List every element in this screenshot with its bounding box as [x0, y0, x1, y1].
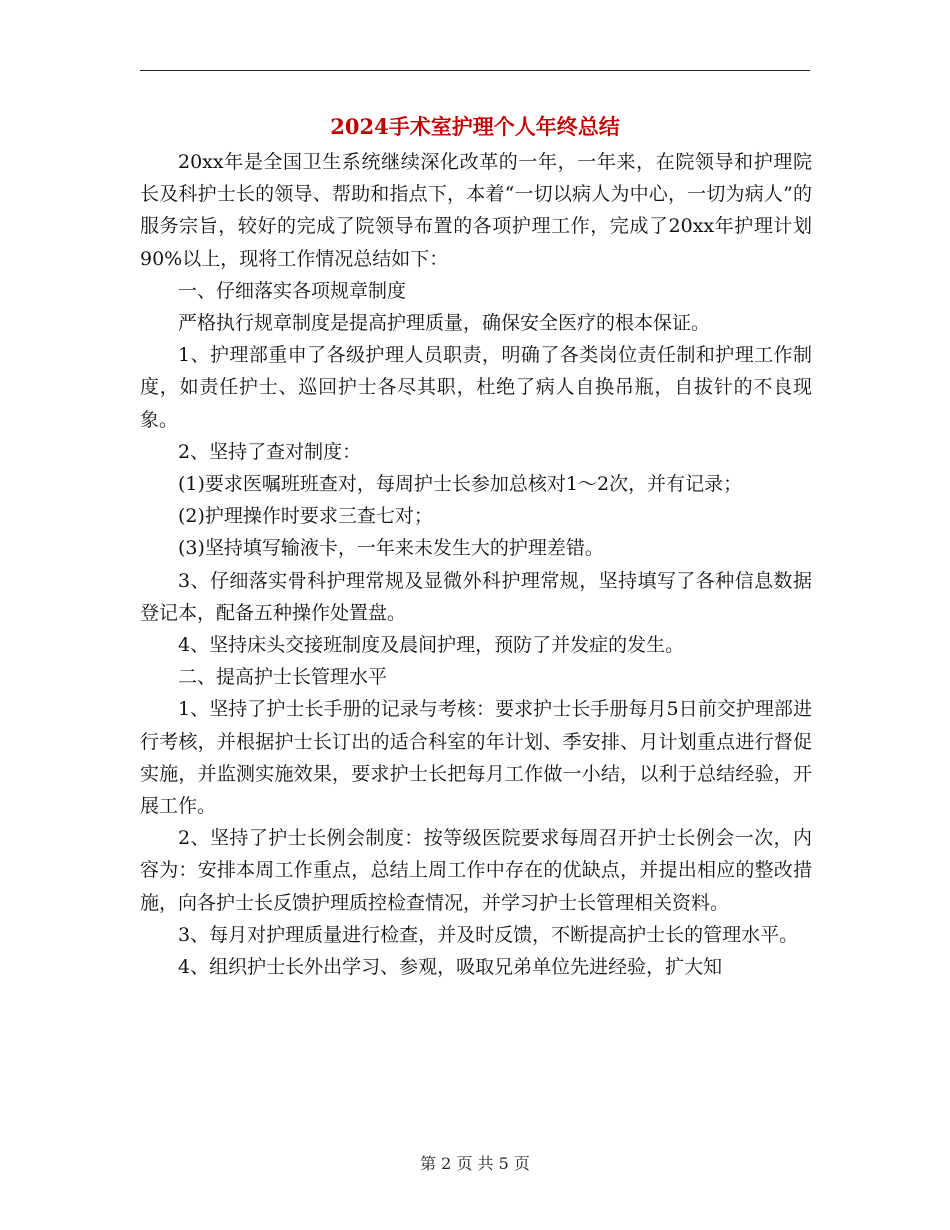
section-heading-2: 二、提高护士长管理水平 — [178, 666, 388, 689]
paragraph: 4、组织护士长外出学习、参观，吸取兄弟单位先进经验，扩大知 — [178, 956, 723, 979]
document-title: 2024手术室护理个人年终总结 — [330, 114, 620, 139]
page-footer: 第 2 页 共 5 页 — [420, 1154, 530, 1173]
paragraph: 1、护理部重申了各级护理人员职责，明确了各类岗位责任制和护理工作制度，如责任护士、巡回护士各尽其职，杜绝了病人自换吊瓶，自拔针的不良现象。 — [140, 344, 812, 431]
header-rule — [140, 70, 810, 71]
paragraph: (1)要求医嘱班班查对，每周护士长参加总核对1～2次，并有记录； — [178, 473, 743, 496]
paragraph: 1、坚持了护士长手册的记录与考核：要求护士长手册每月5日前交护理部进行考核，并根据护士长订出的适合科室的年计划、季安排、月计划重点进行督促实施，并监测实施效果，要求护士长把每月工作做一小结，以利于总结经验，开展工作。 — [140, 698, 812, 818]
paragraph: 4、坚持床头交接班制度及晨间护理，预防了并发症的发生。 — [178, 634, 685, 657]
paragraph: 2、坚持了查对制度： — [178, 440, 362, 463]
paragraph: 3、每月对护理质量进行检查，并及时反馈，不断提高护士长的管理水平。 — [178, 923, 799, 946]
paragraph: 3、仔细落实骨科护理常规及显微外科护理常规，坚持填写了各种信息数据登记本，配备五种操作处置盘。 — [140, 569, 812, 624]
section-heading-1: 一、仔细落实各项规章制度 — [178, 279, 407, 302]
document-body — [140, 146, 812, 983]
paragraph: (2)护理操作时要求三查七对； — [178, 505, 433, 528]
paragraph-intro: 20xx年是全国卫生系统继续深化改革的一年，一年来，在院领导和护理院长及科护士长的领导、帮助和指点下，本着“一切以病人为中心，一切为病人”的服务宗旨，较好的完成了院领导布置的各项护理工作，完成了20xx年护理计划90%以上，现将工作情况总结如下： — [140, 151, 812, 270]
paragraph: 严格执行规章制度是提高护理质量，确保安全医疗的根本保证。 — [178, 312, 711, 335]
paragraph: (3)坚持填写输液卡，一年来未发生大的护理差错。 — [178, 537, 604, 560]
paragraph: 2、坚持了护士长例会制度：按等级医院要求每周召开护士长例会一次，内容为：安排本周工作重点，总结上周工作中存在的优缺点，并提出相应的整改措施，向各护士长反馈护理质控检查情况，并学习护士长管理相关资料。 — [140, 827, 812, 914]
